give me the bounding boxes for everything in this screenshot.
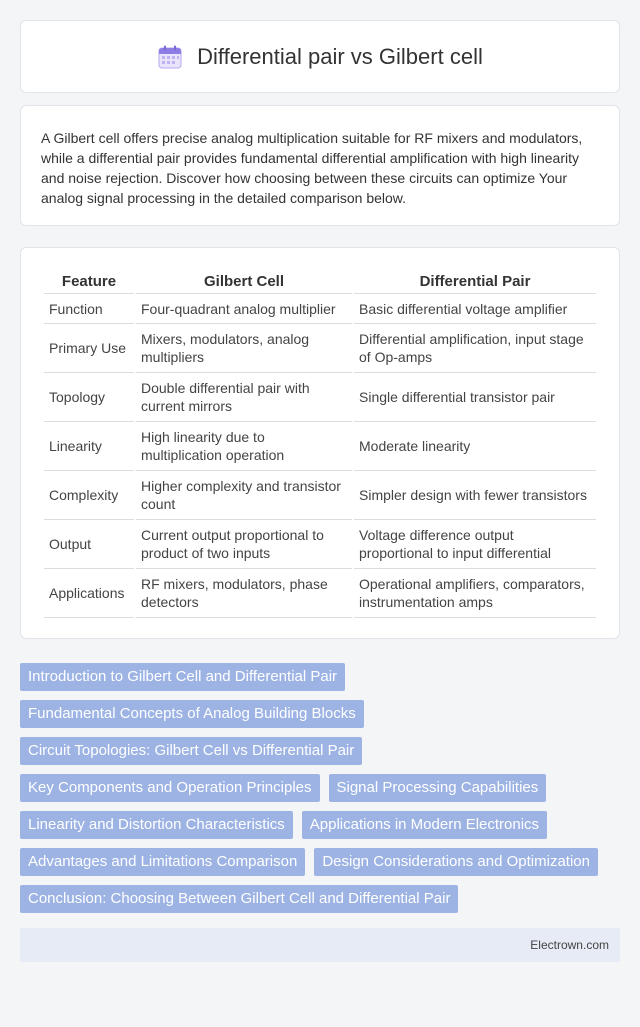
differential-pair-value: Simpler design with fewer transistors: [354, 471, 596, 520]
calendar-icon: [157, 44, 183, 70]
intro-text: A Gilbert cell offers precise analog multiplication suitable for RF mixers and modulators, while a differential pair provides fundamental differential amplification with high linearity and noise rejection. Discover how choosing between these circuits can optimize Your analog signal processing in the detailed comparison below.: [41, 130, 583, 206]
feature-cell: Function: [44, 294, 134, 324]
feature-cell: Linearity: [44, 422, 134, 471]
gilbert-cell-value: Current output proportional to product of two inputs: [136, 520, 352, 569]
page-title: Differential pair vs Gilbert cell: [197, 43, 483, 69]
feature-cell: Primary Use: [44, 324, 134, 373]
table-row: [44, 294, 596, 324]
table-row: [44, 520, 596, 569]
differential-pair-value: Voltage difference output proportional to input differential: [354, 520, 596, 569]
toc-link-key-components[interactable]: Key Components and Operation Principles: [20, 774, 320, 802]
table-row: [44, 569, 596, 618]
title-card: [20, 20, 620, 93]
toc-link-introduction[interactable]: Introduction to Gilbert Cell and Differential Pair: [20, 663, 345, 691]
header-gilbert-cell: Gilbert Cell: [136, 268, 352, 294]
toc-link-design-considerations[interactable]: Design Considerations and Optimization: [314, 848, 598, 876]
gilbert-cell-value: Mixers, modulators, analog multipliers: [136, 324, 352, 373]
table-of-contents: [20, 663, 600, 913]
differential-pair-value: Single differential transistor pair: [354, 373, 596, 422]
toc-link-advantages-limitations[interactable]: Advantages and Limitations Comparison: [20, 848, 305, 876]
feature-cell: Applications: [44, 569, 134, 618]
toc-link-fundamental-concepts[interactable]: Fundamental Concepts of Analog Building Blocks: [20, 700, 364, 728]
footer: [20, 928, 620, 962]
toc-link-applications[interactable]: Applications in Modern Electronics: [302, 811, 547, 839]
gilbert-cell-value: High linearity due to multiplication operation: [136, 422, 352, 471]
table-row: [44, 373, 596, 422]
gilbert-cell-value: Higher complexity and transistor count: [136, 471, 352, 520]
table-row: [44, 471, 596, 520]
toc-link-conclusion[interactable]: Conclusion: Choosing Between Gilbert Cell and Differential Pair: [20, 885, 458, 913]
differential-pair-value: Basic differential voltage amplifier: [354, 294, 596, 324]
gilbert-cell-value: RF mixers, modulators, phase detectors: [136, 569, 352, 618]
header-feature: Feature: [44, 268, 134, 294]
gilbert-cell-value: Four-quadrant analog multiplier: [136, 294, 352, 324]
differential-pair-value: Operational amplifiers, comparators, instrumentation amps: [354, 569, 596, 618]
differential-pair-value: Moderate linearity: [354, 422, 596, 471]
table-row: [44, 324, 596, 373]
toc-link-linearity-distortion[interactable]: Linearity and Distortion Characteristics: [20, 811, 293, 839]
toc-link-circuit-topologies[interactable]: Circuit Topologies: Gilbert Cell vs Differential Pair: [20, 737, 362, 765]
feature-cell: Output: [44, 520, 134, 569]
feature-cell: Topology: [44, 373, 134, 422]
header-differential-pair: Differential Pair: [354, 268, 596, 294]
toc-link-signal-processing[interactable]: Signal Processing Capabilities: [329, 774, 547, 802]
comparison-table-card: [20, 247, 620, 639]
table-header-row: [44, 268, 596, 294]
comparison-table: [42, 268, 598, 618]
gilbert-cell-value: Double differential pair with current mirrors: [136, 373, 352, 422]
footer-brand: Electrown.com: [530, 938, 609, 952]
feature-cell: Complexity: [44, 471, 134, 520]
differential-pair-value: Differential amplification, input stage of Op-amps: [354, 324, 596, 373]
intro-card: [20, 105, 620, 226]
table-row: [44, 422, 596, 471]
